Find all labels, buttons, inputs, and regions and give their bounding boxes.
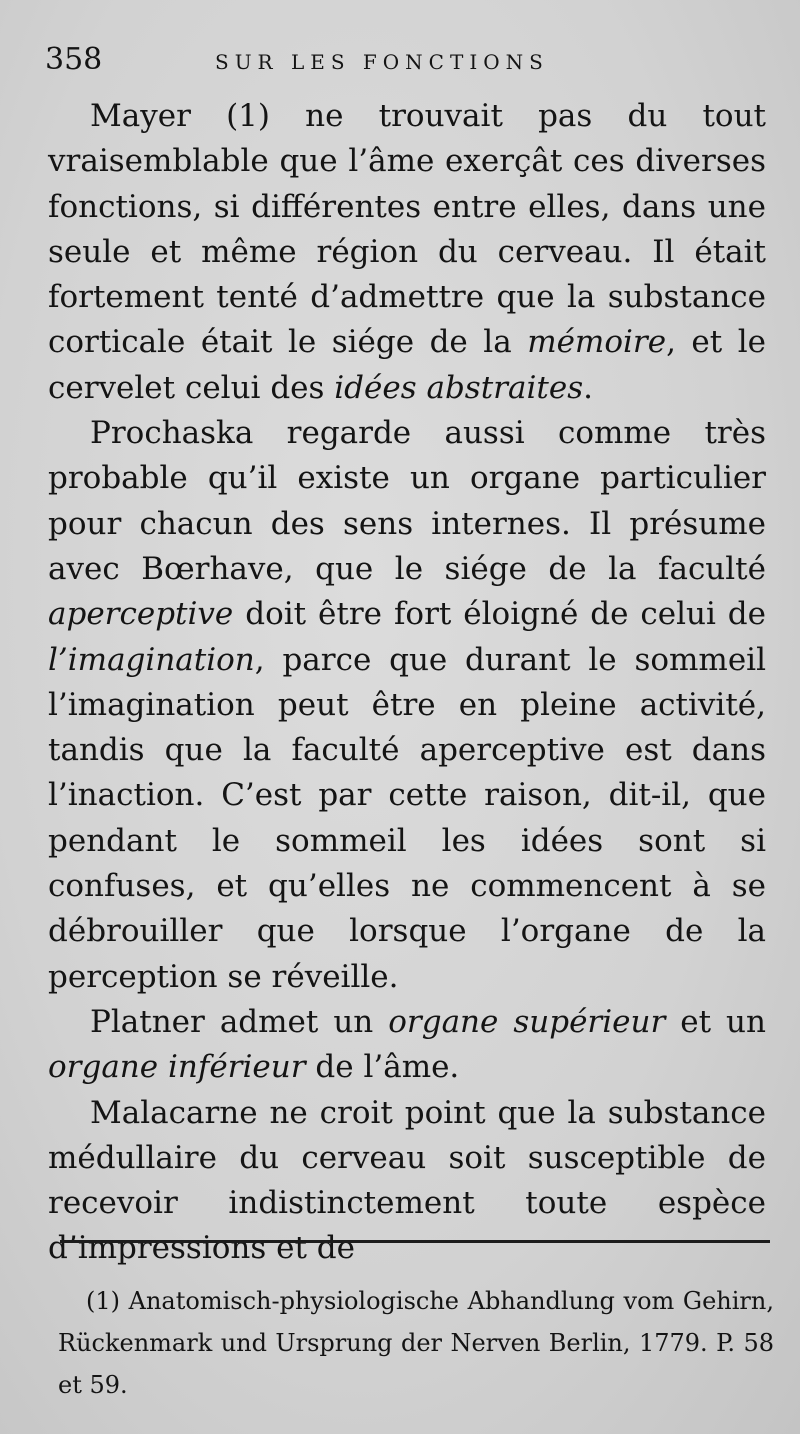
- running-head: SUR LES FONCTIONS: [215, 50, 549, 74]
- page-number: 358: [45, 42, 103, 77]
- italic-text: aperceptive: [48, 596, 234, 633]
- footnote-separator: [60, 1240, 770, 1243]
- text-run: Malacarne ne croit point que la substance médullaire du cerveau soit susceptible de recevoir indistinctement toute espèce d’impressions et de: [48, 1094, 766, 1267]
- body-text: [48, 94, 766, 1272]
- italic-text: idées abstraites: [334, 369, 584, 406]
- paragraph: [48, 94, 766, 411]
- footnote: [58, 1280, 774, 1406]
- text-run: doit être fort éloigné de celui de: [233, 596, 766, 633]
- text-run: , parce que durant le sommeil l’imagination peut être en pleine activité, tandis que la faculté aperceptive est dans l’inaction. C’est par cette raison, dit-il, que pendant le sommeil les idées sont si confuses, et qu’elles ne commencent à se débrouiller que lorsque l’organe de la perception se réveille.: [48, 641, 766, 995]
- page-header: [45, 42, 765, 82]
- italic-text: mémoire: [527, 324, 667, 361]
- italic-text: l’imagination: [48, 641, 255, 678]
- text-run: .: [583, 369, 593, 406]
- text-run: , et le cervelet celui des: [48, 324, 766, 406]
- italic-text: organe inférieur: [48, 1049, 306, 1086]
- text-run: et un: [665, 1003, 766, 1040]
- text-run: Prochaska regarde aussi comme très probable qu’il existe un organe particulier pour chacun des sens internes. Il présume avec Bœrhave, que le siége de la faculté: [48, 415, 766, 587]
- paragraph: [48, 1091, 766, 1272]
- text-run: de l’âme.: [305, 1049, 460, 1086]
- text-run: Platner admet un: [90, 1003, 389, 1040]
- text-run: Mayer (1) ne trouvait pas du tout vraisemblable que l’âme exerçât ces diverses fonctions, si différentes entre elles, dans une seule et même région du cerveau. Il était fortement tenté d’admettre que la substance corticale était le siége de la: [48, 98, 766, 361]
- paragraph: [48, 411, 766, 1000]
- paragraph: [48, 1000, 766, 1091]
- footnote-text: (1) Anatomisch-physiologische Abhandlung vom Gehirn, Rückenmark und Ursprung der Nerven Berlin, 1779. P. 58 et 59.: [58, 1287, 774, 1399]
- italic-text: organe supérieur: [388, 1003, 666, 1040]
